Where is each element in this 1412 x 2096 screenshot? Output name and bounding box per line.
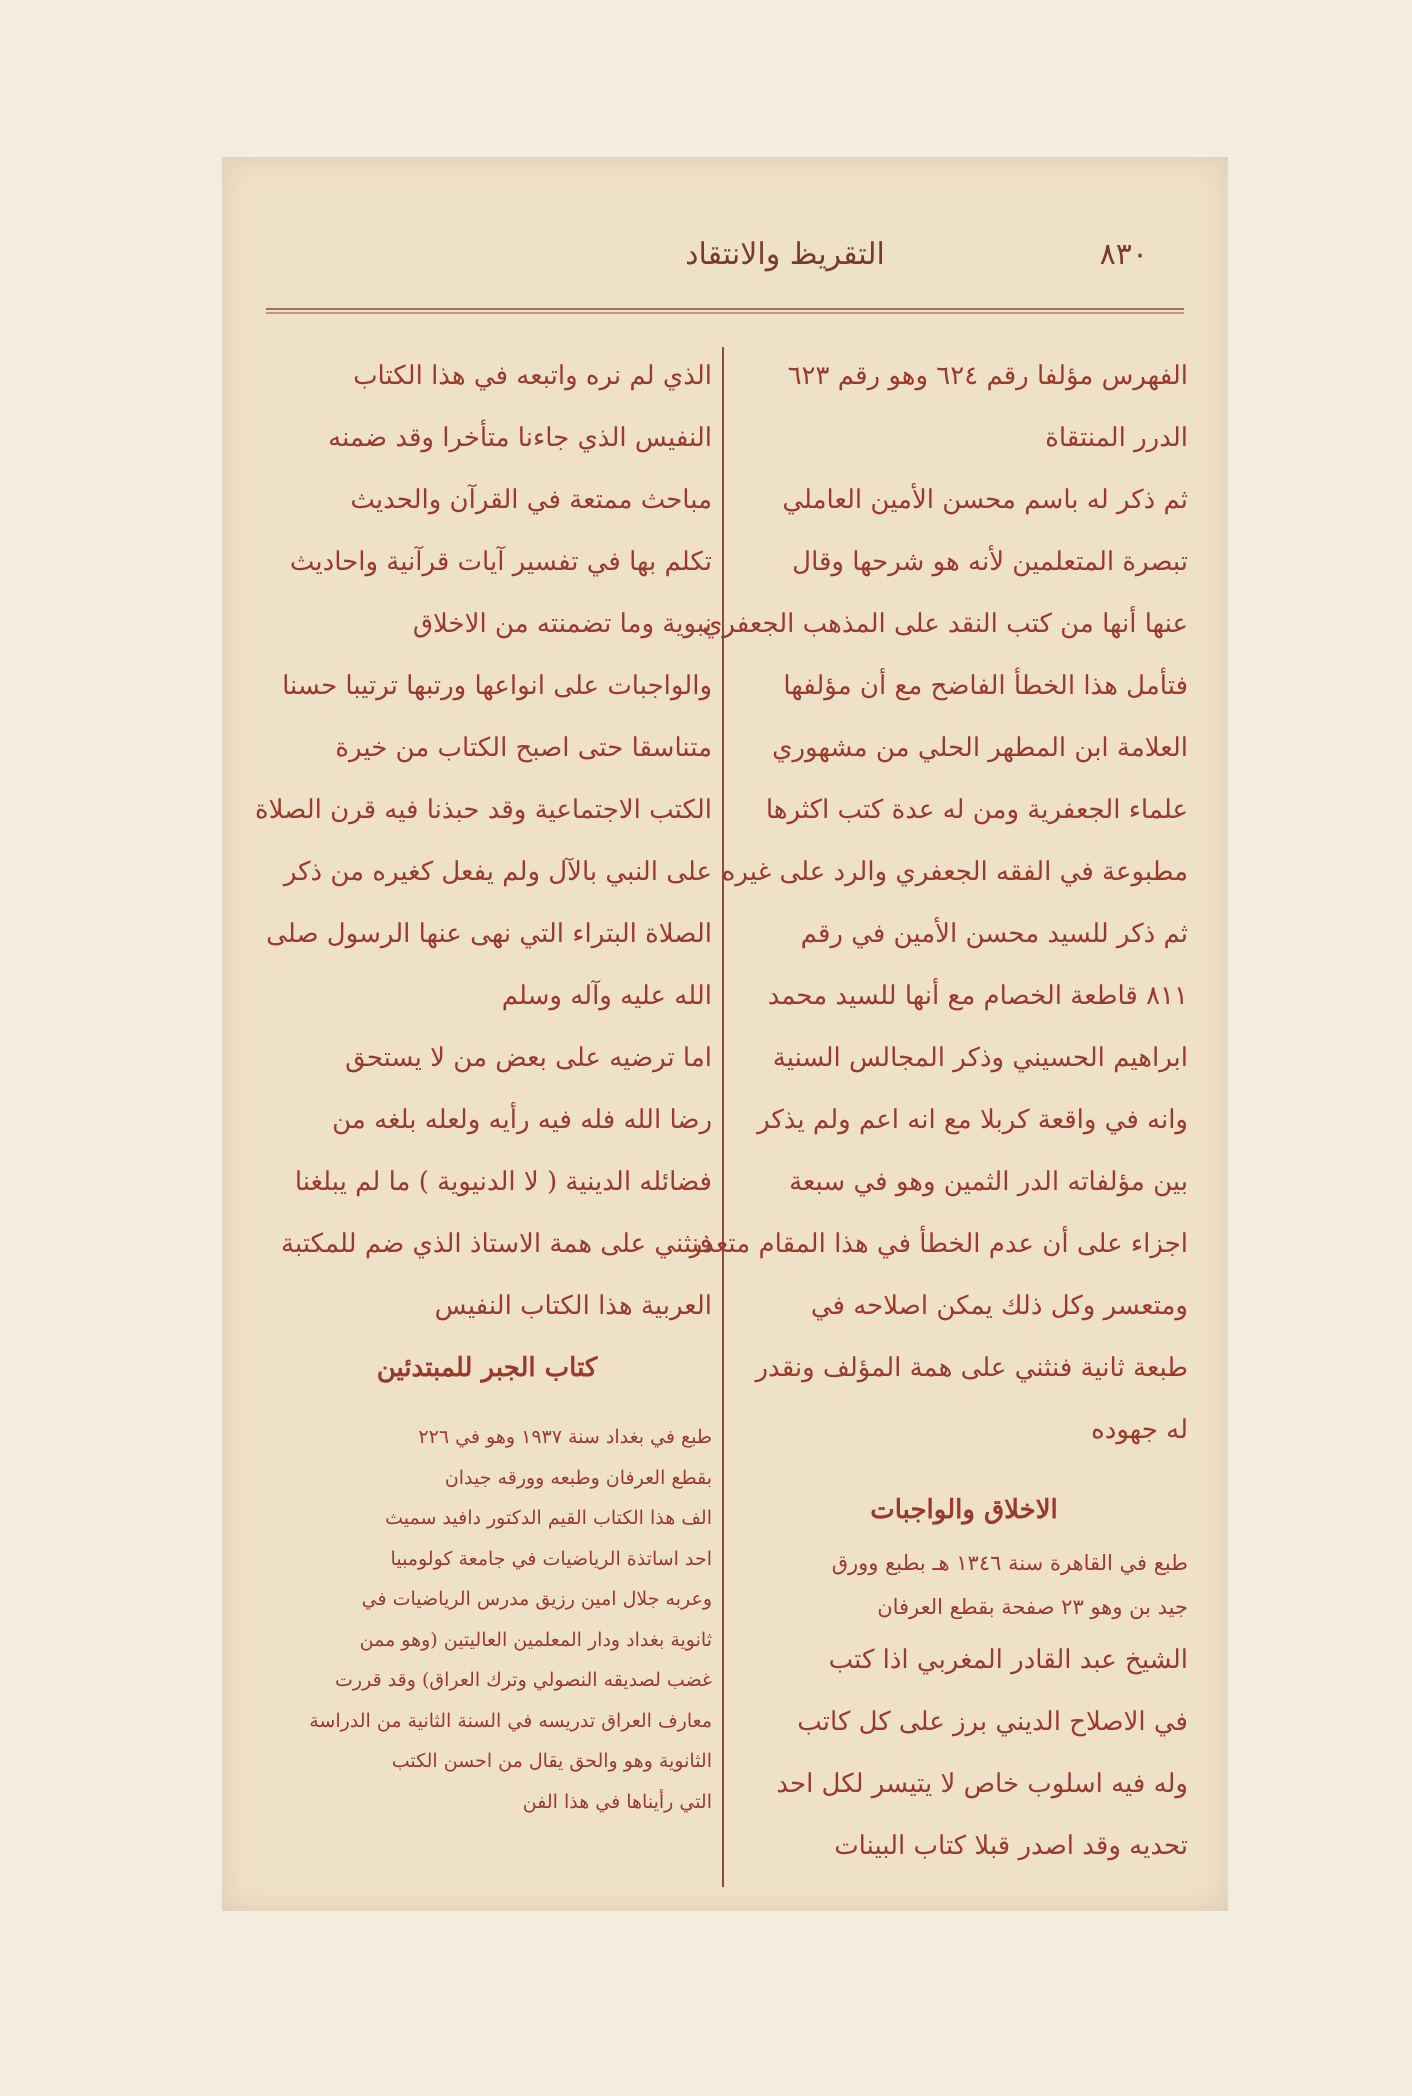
book-page bbox=[222, 157, 1228, 1911]
text-line: اجزاء على أن عدم الخطأ في هذا المقام متعذر bbox=[689, 1229, 1188, 1259]
header-rule bbox=[266, 307, 1184, 315]
text-line: وانه في واقعة كربلا مع انه اعم ولم يذكر bbox=[757, 1105, 1188, 1135]
text-line: الكتب الاجتماعية وقد حبذنا فيه قرن الصلاة bbox=[255, 795, 712, 825]
page-number: ٨٣٠ bbox=[1099, 237, 1148, 272]
text-line: مطبوعة في الفقه الجعفري والرد على غيره bbox=[721, 857, 1188, 887]
text-line: متناسقا حتى اصبح الكتاب من خيرة bbox=[335, 733, 712, 763]
text-line: الصلاة البتراء التي نهى عنها الرسول صلى bbox=[266, 919, 712, 949]
text-line: علماء الجعفرية ومن له عدة كتب اكثرها bbox=[765, 795, 1188, 825]
section-heading: الاخلاق والواجبات bbox=[870, 1495, 1058, 1525]
text-line: له جهوده bbox=[1091, 1415, 1188, 1445]
section-heading: كتاب الجبر للمبتدئين bbox=[376, 1353, 598, 1383]
text-line: والواجبات على انواعها ورتبها ترتيبا حسنا bbox=[282, 671, 712, 701]
text-line: عنها أنها من كتب النقد على المذهب الجعفري bbox=[702, 609, 1188, 639]
small-text-line: الف هذا الكتاب القيم الدكتور دافيد سميث bbox=[385, 1507, 712, 1529]
text-line: تكلم بها في تفسير آيات قرآنية واحاديث bbox=[289, 547, 712, 577]
text-line: الفهرس مؤلفا رقم ٦٢٤ وهو رقم ٦٢٣ bbox=[787, 361, 1188, 391]
small-text-line: معارف العراق تدريسه في السنة الثانية من الدراسة bbox=[309, 1709, 712, 1732]
text-line: ابراهيم الحسيني وذكر المجالس السنية bbox=[772, 1043, 1188, 1073]
text-line: وله فيه اسلوب خاص لا يتيسر لكل احد bbox=[776, 1769, 1188, 1799]
text-line: على النبي بالآل ولم يفعل كغيره من ذكر bbox=[283, 857, 712, 887]
text-line: العلامة ابن المطهر الحلي من مشهوري bbox=[772, 733, 1188, 763]
text-line: رضا الله فله فيه رأيه ولعله بلغه من bbox=[332, 1105, 712, 1135]
text-line: فتأمل هذا الخطأ الفاضح مع أن مؤلفها bbox=[783, 671, 1188, 701]
text-line: طبعة ثانية فنثني على همة المؤلف ونقدر bbox=[755, 1353, 1188, 1383]
text-line: فضائله الدينية ( لا الدنيوية ) ما لم يبلغنا bbox=[294, 1167, 712, 1197]
column-divider bbox=[722, 347, 724, 1887]
page-header bbox=[262, 237, 1188, 287]
running-title: التقريظ والانتقاد bbox=[685, 237, 885, 272]
small-text-line: الثانوية وهو والحق يقال من احسن الكتب bbox=[391, 1750, 712, 1772]
text-line: اما ترضيه على بعض من لا يستحق bbox=[345, 1043, 712, 1073]
publication-line: جيد بن وهو ٢٣ صفحة بقطع العرفان bbox=[877, 1595, 1188, 1619]
text-line: في الاصلاح الديني برز على كل كاتب bbox=[797, 1707, 1188, 1737]
text-line: الدرر المنتقاة bbox=[1045, 423, 1188, 453]
text-line: الشيخ عبد القادر المغربي اذا كتب bbox=[828, 1645, 1188, 1675]
small-text-line: وعربه جلال امين رزيق مدرس الرياضيات في bbox=[361, 1588, 712, 1610]
text-line: ثم ذكر له باسم محسن الأمين العاملي bbox=[782, 485, 1188, 515]
text-line: العربية هذا الكتاب النفيس bbox=[434, 1291, 712, 1321]
text-line: الذي لم نره واتبعه في هذا الكتاب bbox=[353, 361, 712, 391]
right-column bbox=[689, 345, 1188, 1877]
text-line: الله عليه وآله وسلم bbox=[501, 981, 712, 1011]
publication-line: طبع في القاهرة سنة ١٣٤٦ هـ بطبع وورق bbox=[831, 1551, 1188, 1575]
text-line: تحديه وقد اصدر قبلا كتاب البينات bbox=[834, 1831, 1188, 1861]
small-text-line: بقطع العرفان وطبعه وورقه جيدان bbox=[444, 1466, 712, 1489]
text-line: تبصرة المتعلمين لأنه هو شرحها وقال bbox=[792, 547, 1188, 577]
left-column bbox=[255, 345, 712, 1822]
small-text-line: طبع في بغداد سنة ١٩٣٧ وهو في ٢٢٦ bbox=[418, 1426, 712, 1448]
small-text-line: احد اساتذة الرياضيات في جامعة كولومبيا bbox=[390, 1547, 712, 1570]
small-text-line: التي رأيناها في هذا الفن bbox=[522, 1790, 712, 1813]
text-line: النفيس الذي جاءنا متأخرا وقد ضمنه bbox=[328, 423, 712, 453]
small-text-line: ثانوية بغداد ودار المعلمين العاليتين (وهو ممن bbox=[359, 1628, 712, 1651]
text-line: نبوية وما تضمنته من الاخلاق bbox=[412, 609, 712, 639]
text-line: ومتعسر وكل ذلك يمكن اصلاحه في bbox=[810, 1291, 1188, 1321]
text-line: ٨١١ قاطعة الخصام مع أنها للسيد محمد bbox=[767, 981, 1188, 1011]
text-line: مباحث ممتعة في القرآن والحديث bbox=[350, 485, 712, 515]
text-line: فنثني على همة الاستاذ الذي ضم للمكتبة bbox=[281, 1229, 712, 1259]
text-line: ثم ذكر للسيد محسن الأمين في رقم bbox=[800, 919, 1188, 949]
text-line: بين مؤلفاته الدر الثمين وهو في سبعة bbox=[789, 1167, 1188, 1197]
small-text-line: غضب لصديقه النصولي وترك العراق) وقد قررت bbox=[335, 1669, 712, 1691]
